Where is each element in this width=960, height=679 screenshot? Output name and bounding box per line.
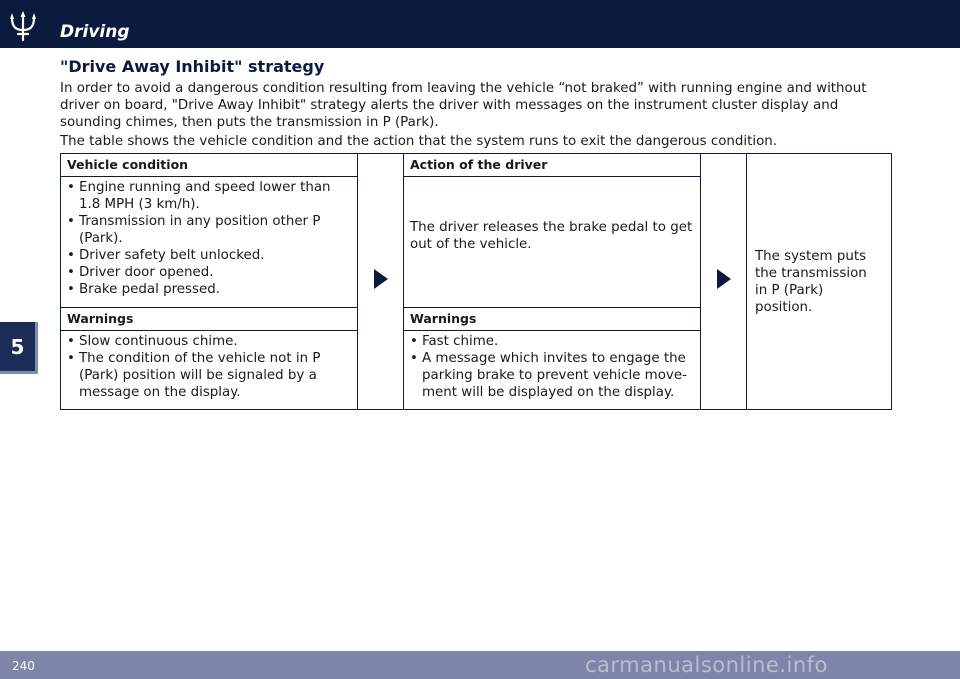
- conditions-cell: [61, 177, 358, 308]
- intro-paragraph: In order to avoid a dangerous condition resulting from leaving the vehicle “not braked” with running engine and without driver on board, "Drive Away Inhibit" strategy alerts the driver with messages on the instrument cluster display and sounding chimes, then puts the transmission in P (Park).: [60, 81, 867, 130]
- list-item: • Slow continuous chime.: [67, 333, 351, 350]
- action-text: The driver releases the brake pedal to get out of the vehicle.: [410, 220, 693, 252]
- list-item: • The condition of the vehicle not in P (Park) position will be signaled by a message on the display.: [67, 350, 351, 401]
- result-cell: [747, 154, 892, 410]
- list-item: • Driver safety belt unlocked.: [67, 247, 351, 264]
- chapter-tab: 5: [0, 322, 38, 374]
- section-title: "Drive Away Inhibit" strategy: [60, 57, 325, 76]
- warnings-right-cell: [404, 331, 701, 410]
- result-text: The system puts the transmission in P (Park) position.: [755, 248, 867, 315]
- action-header: Action of the driver: [404, 154, 701, 177]
- conditions-list: [67, 179, 351, 298]
- header-title: Driving: [60, 22, 130, 42]
- list-item: • Fast chime.: [410, 333, 694, 350]
- watermark-text: carmanualsonline.info: [585, 653, 828, 677]
- warnings-left-cell: [61, 331, 358, 410]
- warnings-header-left: Warnings: [61, 308, 358, 331]
- warnings-header-right: Warnings: [404, 308, 701, 331]
- warnings-right-list: [410, 333, 694, 401]
- list-item: • Driver door opened.: [67, 264, 351, 281]
- arrow-cell-1: [358, 154, 404, 410]
- list-item: • A message which invites to engage the parking brake to prevent vehicle move- ment will be displayed on the display.: [410, 350, 694, 401]
- list-item: • Brake pedal pressed.: [67, 281, 351, 298]
- page-header: [0, 0, 960, 48]
- arrow-right-icon: [374, 269, 388, 289]
- arrow-right-icon: [717, 269, 731, 289]
- condition-table: [60, 153, 892, 410]
- list-item: • Transmission in any position other P (Park).: [67, 213, 351, 247]
- page-number: 240: [12, 659, 35, 673]
- trident-logo-icon: [8, 10, 38, 42]
- warnings-left-list: [67, 333, 351, 401]
- action-cell: [404, 177, 701, 308]
- list-item: • Engine running and speed lower than 1.8 MPH (3 km/h).: [67, 179, 351, 213]
- arrow-cell-2: [701, 154, 747, 410]
- table-intro: The table shows the vehicle condition and the action that the system runs to exit the dangerous condition.: [60, 134, 778, 149]
- page-footer: [0, 651, 960, 679]
- vehicle-condition-header: Vehicle condition: [61, 154, 358, 177]
